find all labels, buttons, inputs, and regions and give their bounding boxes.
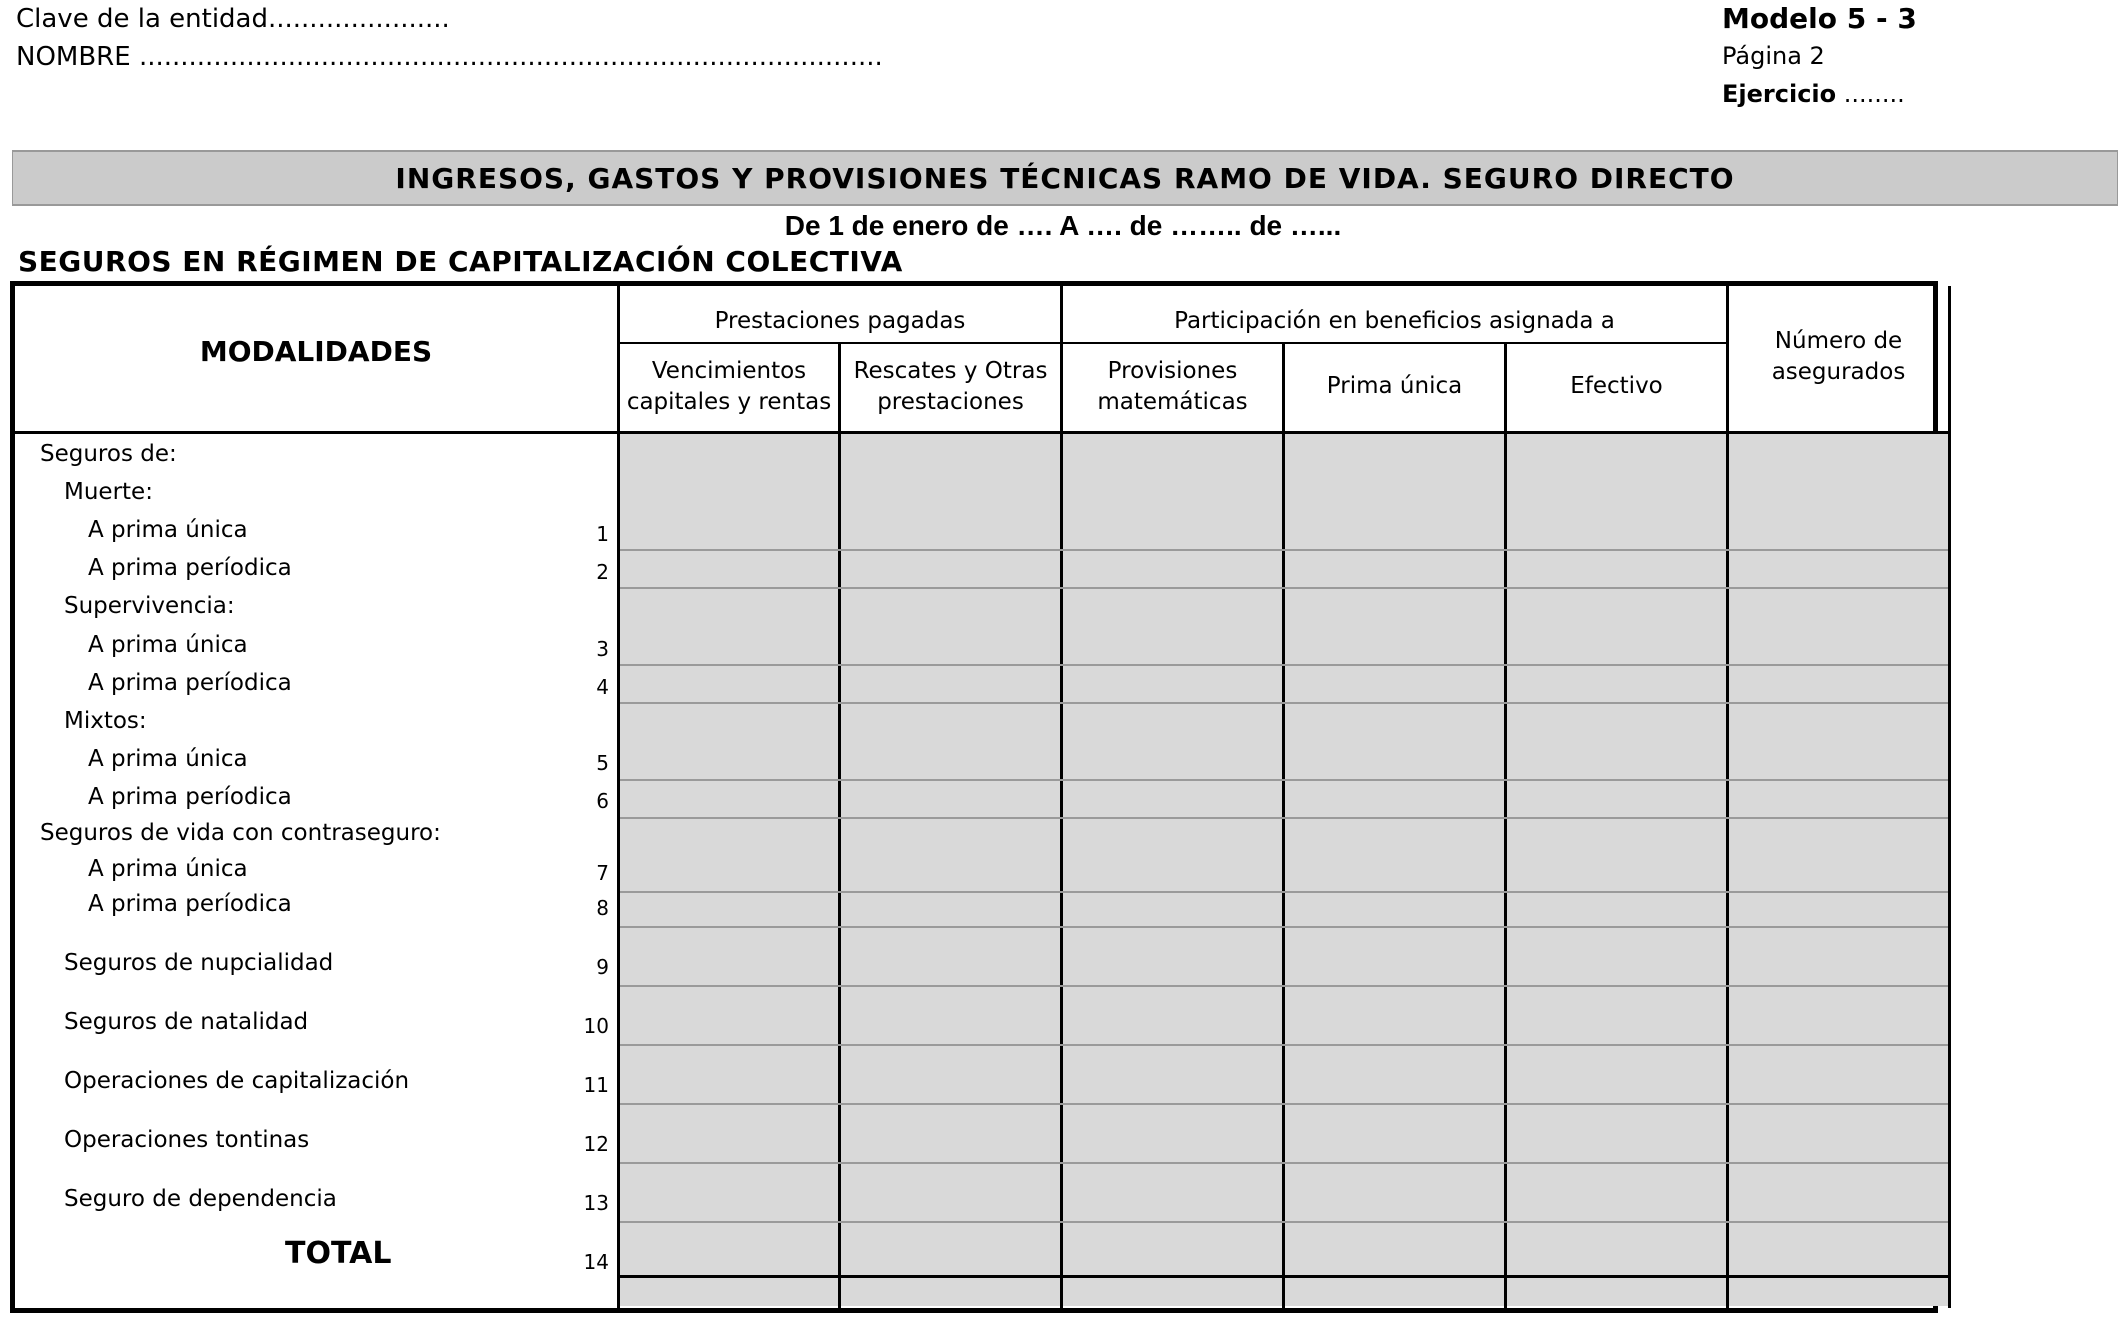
row-line (620, 1044, 1948, 1046)
row-line (620, 985, 1948, 987)
row-line (620, 1103, 1948, 1105)
capitalizacion-table (10, 281, 1938, 1313)
col-line-1 (617, 286, 620, 1308)
total-line (620, 1275, 1948, 1278)
row-number-11: 11 (583, 1073, 609, 1097)
col-line-6 (1726, 286, 1729, 1308)
row-line (620, 817, 1948, 819)
row-number-1: 1 (596, 522, 609, 546)
row-number-10: 10 (583, 1014, 609, 1038)
prima-unica-header: Prima única (1326, 373, 1463, 399)
group-separator (617, 342, 1729, 344)
row-number-14: 14 (583, 1250, 609, 1274)
label-row-7: A prima única (88, 856, 248, 882)
label-row-5: A prima única (88, 746, 248, 772)
label-row-12: Operaciones tontinas (64, 1127, 310, 1153)
period-line: De 1 de enero de …. A …. de …….. de …... (784, 210, 1342, 241)
row-number-5: 5 (596, 751, 609, 775)
row-number-8: 8 (596, 896, 609, 920)
label-row-3: A prima única (88, 632, 248, 658)
numero-line-1: Número de (1774, 328, 1903, 354)
row-line (620, 1162, 1948, 1164)
label-row-8: A prima períodica (88, 891, 292, 917)
row-line (620, 1221, 1948, 1223)
row-number-3: 3 (596, 637, 609, 661)
provisiones-line-1: Provisiones (1107, 358, 1238, 384)
pagina-label: Página 2 (1722, 42, 1825, 70)
label-total: TOTAL (285, 1236, 392, 1271)
label-contraseguro: Seguros de vida con contraseguro: (40, 820, 441, 846)
label-row-1: A prima única (88, 517, 248, 543)
row-number-13: 13 (583, 1191, 609, 1215)
label-mixtos: Mixtos: (64, 708, 147, 734)
row-number-7: 7 (596, 861, 609, 885)
ejercicio-label: Ejercicio (1722, 80, 1837, 108)
row-number-9: 9 (596, 955, 609, 979)
label-row-4: A prima períodica (88, 670, 292, 696)
header-separator (15, 431, 1951, 434)
row-line (620, 587, 1948, 589)
col-line-3 (1060, 286, 1063, 1308)
rescates-line-1: Rescates y Otras (853, 358, 1048, 384)
page-title: INGRESOS, GASTOS Y PROVISIONES TÉCNICAS RAMO DE VIDA. SEGURO DIRECTO (395, 161, 1735, 195)
vencimientos-header (620, 356, 838, 418)
modelo-label: Modelo 5 - 3 (1722, 2, 1917, 35)
label-row-11: Operaciones de capitalización (64, 1068, 410, 1094)
row-number-4: 4 (596, 675, 609, 699)
numero-line-2: asegurados (1771, 359, 1906, 385)
nombre-entidad: NOMBRE .......................................................................................... (16, 42, 883, 72)
label-row-13: Seguro de dependencia (64, 1186, 337, 1212)
label-row-6: A prima períodica (88, 784, 292, 810)
col-line-right (1948, 286, 1951, 1308)
ejercicio (1722, 80, 1905, 108)
rescates-line-2: prestaciones (877, 389, 1024, 415)
provisiones-line-2: matemáticas (1097, 389, 1248, 415)
vencimientos-line-2: capitales y rentas (626, 389, 832, 415)
row-line (620, 702, 1948, 704)
label-muerte: Muerte: (64, 479, 153, 505)
title-banner (12, 150, 2118, 206)
row-line (620, 779, 1948, 781)
label-row-10: Seguros de natalidad (64, 1009, 309, 1035)
row-number-6: 6 (596, 789, 609, 813)
provisiones-header (1063, 356, 1282, 418)
label-row-2: A prima períodica (88, 555, 292, 581)
modalidades-header: MODALIDADES (199, 335, 433, 368)
section-subtitle: SEGUROS EN RÉGIMEN DE CAPITALIZACIÓN COLECTIVA (18, 245, 903, 278)
row-line (620, 549, 1948, 551)
row-line (620, 891, 1948, 893)
row-line (620, 664, 1948, 666)
numero-asegurados-header (1729, 326, 1948, 388)
row-line (620, 926, 1948, 928)
row-number-2: 2 (596, 560, 609, 584)
vencimientos-line-1: Vencimientos (651, 358, 807, 384)
ejercicio-value: ........ (1843, 80, 1905, 108)
clave-entidad: Clave de la entidad...................... (16, 4, 450, 34)
label-seguros-de: Seguros de: (40, 441, 177, 467)
label-row-9: Seguros de nupcialidad (64, 950, 334, 976)
efectivo-header: Efectivo (1570, 373, 1663, 399)
row-number-12: 12 (583, 1132, 609, 1156)
prestaciones-group-header: Prestaciones pagadas (714, 308, 966, 334)
label-supervivencia: Supervivencia: (64, 593, 235, 619)
participacion-group-header: Participación en beneficios asignada a (1174, 308, 1615, 334)
rescates-header (841, 356, 1060, 418)
